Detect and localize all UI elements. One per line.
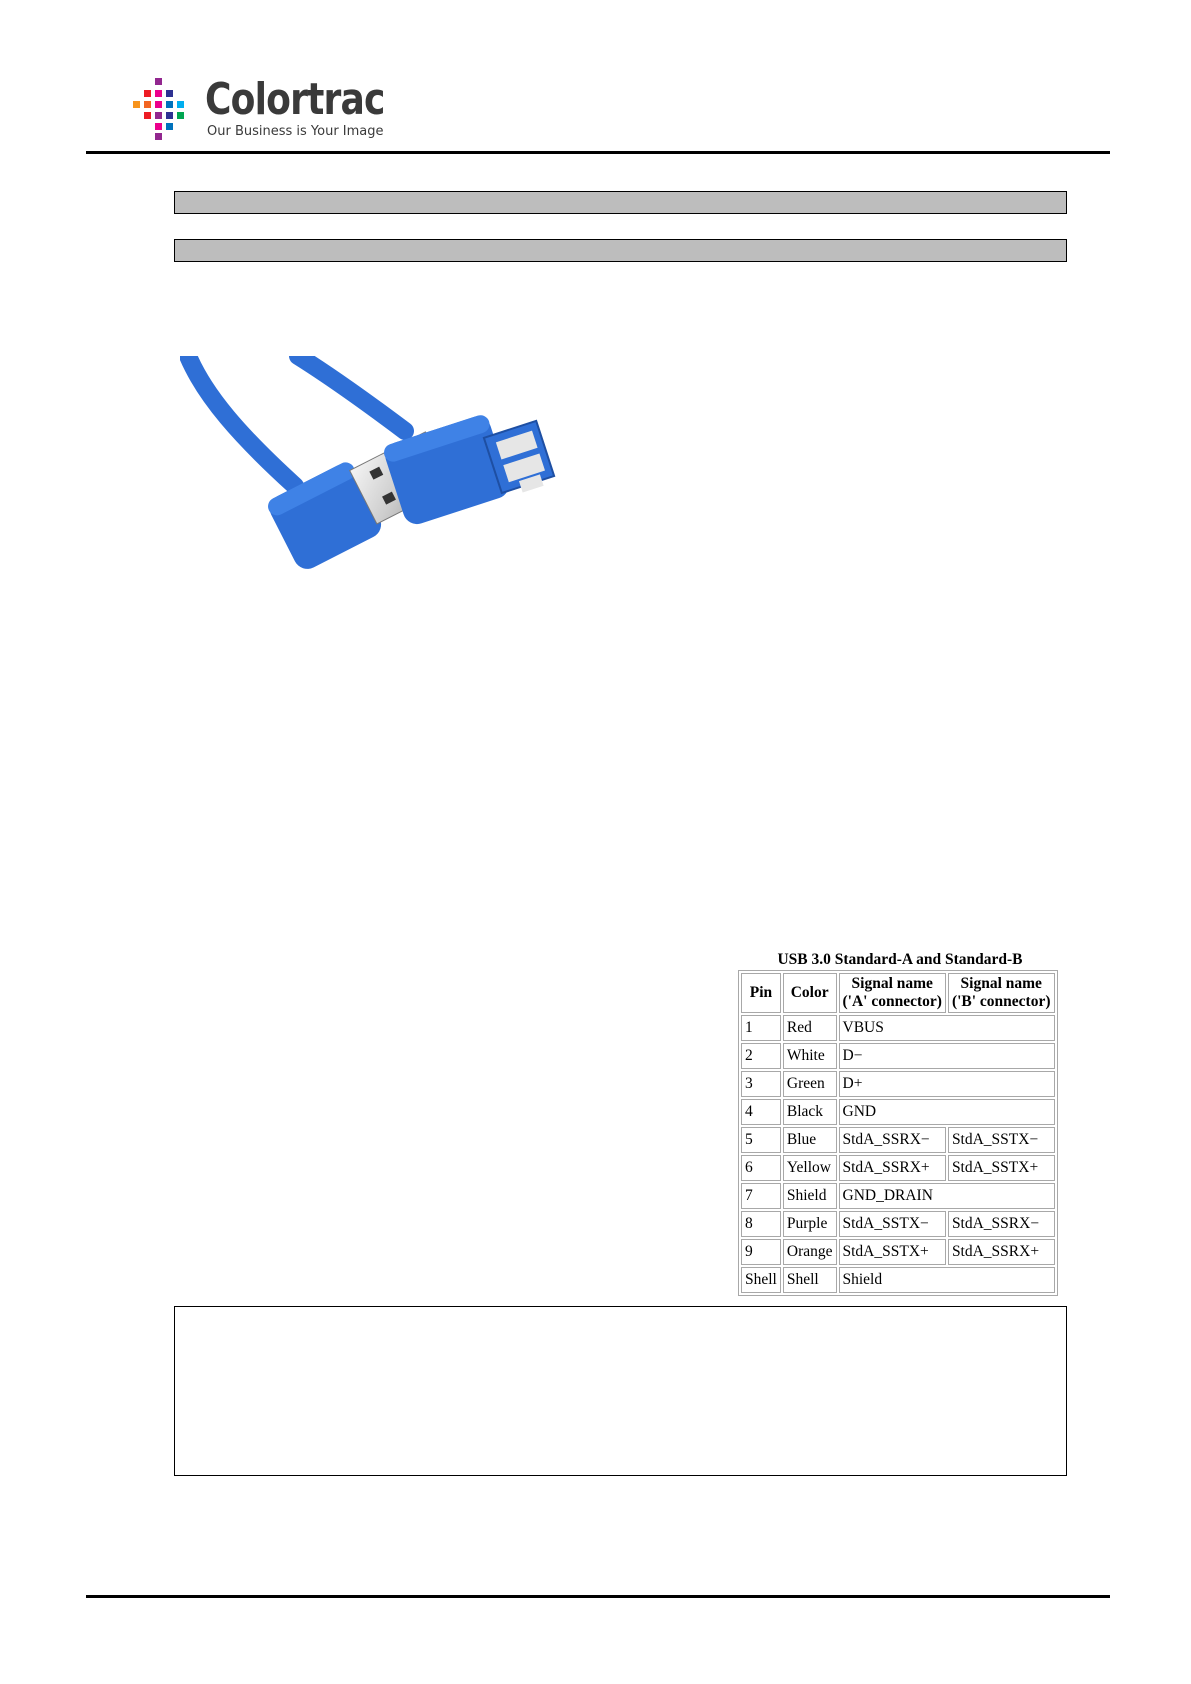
header-signal-b-line1: Signal name xyxy=(960,975,1042,992)
pin-cell: 1 xyxy=(741,1015,781,1041)
header-pin: Pin xyxy=(741,973,781,1013)
pin-cell: 3 xyxy=(741,1071,781,1097)
signal-b-cell: StdA_SSTX+ xyxy=(948,1155,1055,1181)
table-row xyxy=(741,1183,1055,1209)
pin-cell: 6 xyxy=(741,1155,781,1181)
note-box xyxy=(174,1306,1067,1476)
color-cell: Blue xyxy=(783,1127,837,1153)
pin-cell: Shell xyxy=(741,1267,781,1293)
table-row xyxy=(741,1155,1055,1181)
signal-a-cell: StdA_SSRX+ xyxy=(839,1155,946,1181)
signal-cell: D+ xyxy=(839,1071,1055,1097)
pinout-caption: USB 3.0 Standard-A and Standard-B xyxy=(777,951,1023,968)
table-row xyxy=(741,1239,1055,1265)
color-cell: Shell xyxy=(783,1267,837,1293)
logo-dot-mark-icon xyxy=(133,78,193,140)
subsection-heading-bar xyxy=(174,239,1067,262)
color-cell: Green xyxy=(783,1071,837,1097)
table-row xyxy=(741,1015,1055,1041)
footer-rule xyxy=(86,1595,1110,1598)
color-cell: Black xyxy=(783,1099,837,1125)
color-cell: Shield xyxy=(783,1183,837,1209)
section-heading-bar xyxy=(174,191,1067,214)
signal-b-cell: StdA_SSRX+ xyxy=(948,1239,1055,1265)
table-row xyxy=(741,1099,1055,1125)
table-row xyxy=(741,1267,1055,1293)
brand-name: Colortrac xyxy=(205,74,385,125)
pin-cell: 5 xyxy=(741,1127,781,1153)
color-cell: White xyxy=(783,1043,837,1069)
signal-a-cell: StdA_SSTX− xyxy=(839,1211,946,1237)
usb-cable-photo xyxy=(180,356,610,641)
pin-cell: 2 xyxy=(741,1043,781,1069)
color-cell: Orange xyxy=(783,1239,837,1265)
pin-cell: 9 xyxy=(741,1239,781,1265)
header-signal-b-line2: ('B' connector) xyxy=(951,993,1051,1010)
table-row xyxy=(741,1211,1055,1237)
signal-cell: VBUS xyxy=(839,1015,1055,1041)
color-cell: Red xyxy=(783,1015,837,1041)
signal-b-cell: StdA_SSTX− xyxy=(948,1127,1055,1153)
signal-cell: D− xyxy=(839,1043,1055,1069)
color-cell: Purple xyxy=(783,1211,837,1237)
header-rule xyxy=(86,151,1110,154)
signal-cell: GND xyxy=(839,1099,1055,1125)
usb-pinout-figure xyxy=(738,950,1062,1296)
pin-cell: 7 xyxy=(741,1183,781,1209)
table-row xyxy=(741,1043,1055,1069)
signal-b-cell: StdA_SSRX− xyxy=(948,1211,1055,1237)
brand-tagline: Our Business is Your Image xyxy=(207,124,384,139)
signal-a-cell: StdA_SSRX− xyxy=(839,1127,946,1153)
pinout-header-row xyxy=(741,973,1055,1013)
header-signal-a-line2: ('A' connector) xyxy=(842,993,942,1010)
signal-cell: GND_DRAIN xyxy=(839,1183,1055,1209)
color-cell: Yellow xyxy=(783,1155,837,1181)
table-row xyxy=(741,1127,1055,1153)
header-signal-a xyxy=(839,973,946,1013)
pin-cell: 8 xyxy=(741,1211,781,1237)
pin-cell: 4 xyxy=(741,1099,781,1125)
signal-a-cell: StdA_SSTX+ xyxy=(839,1239,946,1265)
colortrac-logo xyxy=(133,74,393,140)
pinout-table xyxy=(738,970,1058,1296)
header-signal-b xyxy=(948,973,1055,1013)
header-color: Color xyxy=(783,973,837,1013)
header-signal-a-line1: Signal name xyxy=(851,975,933,992)
signal-cell: Shield xyxy=(839,1267,1055,1293)
table-row xyxy=(741,1071,1055,1097)
